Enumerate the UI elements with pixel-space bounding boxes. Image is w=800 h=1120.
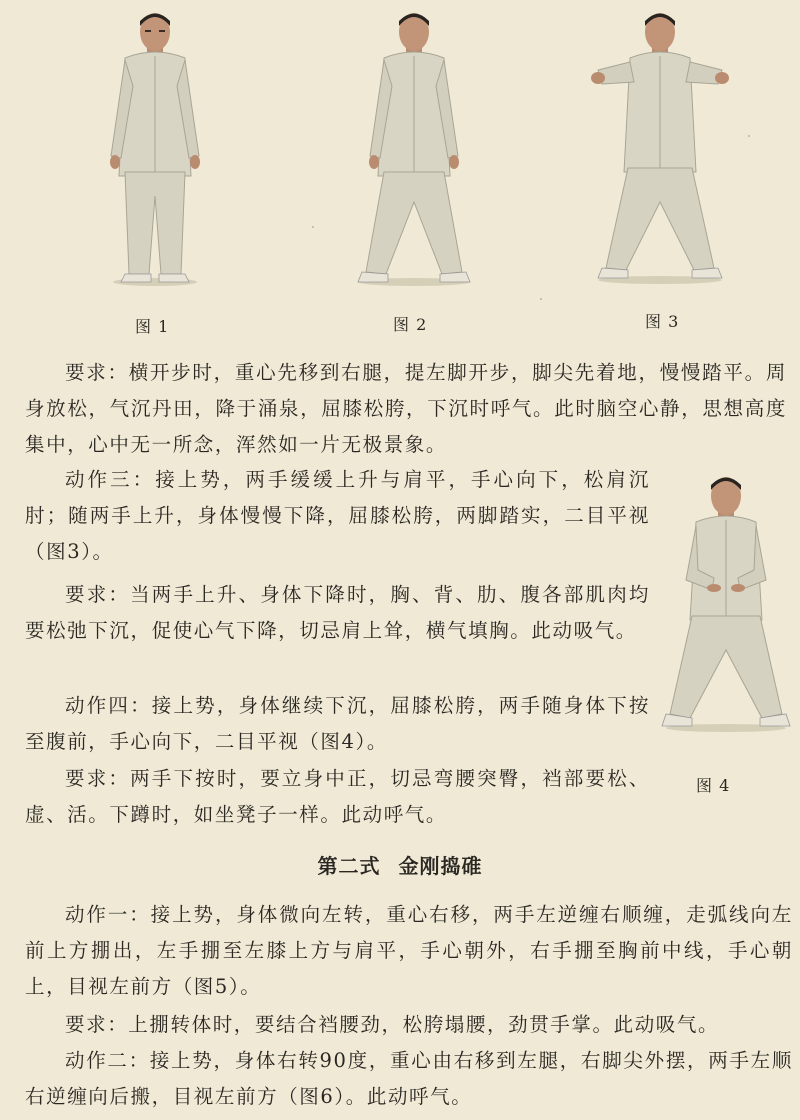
paragraph-requirement-4: 要求：上掤转体时，要结合裆腰劲，松胯塌腰，劲贯手掌。此动吸气。 — [65, 1013, 720, 1036]
figure-3-image — [588, 6, 732, 288]
scan-speck — [540, 298, 542, 300]
paragraph-requirement-3: 要求：两手下按时，要立身中正，切忌弯腰突臀，裆部要松、虚、活。下蹲时，如坐凳子一样。此动呼气。 — [25, 767, 650, 826]
paragraph-action-3: 动作三：接上势，两手缓缓上升与肩平，手心向下，松肩沉肘；随两手上升，身体慢慢下降，屈膝松胯，两脚踏实，二目平视（图3）。 — [25, 468, 650, 563]
scan-speck — [748, 135, 750, 137]
paragraph-action-4: 动作四：接上势，身体继续下沉，屈膝松胯，两手随身体下按至腹前，手心向下，二目平视（图4）。 — [25, 694, 650, 753]
section-title: 金刚捣碓 — [398, 854, 483, 878]
figure-4-image — [660, 470, 792, 736]
figure-3-caption: 图 3 — [645, 312, 680, 331]
paragraph-action-2: 动作二：接上势，身体右转90度，重心由右移到左腿，右脚尖外摆，两手左顺右逆缠向后搬，目视左前方（图6）。此动呼气。 — [25, 1049, 793, 1108]
paragraph-requirement-1: 要求：横开步时，重心先移到右腿，提左脚开步，脚尖先着地，慢慢踏平。周身放松，气沉丹田，降于涌泉，屈膝松胯，下沉时呼气。此时脑空心静，思想高度集中，心中无一所念，浑然如一片无极景象。 — [25, 361, 787, 456]
section-heading — [0, 850, 800, 879]
figure-1-caption: 图 1 — [135, 317, 170, 336]
figure-2-caption: 图 2 — [393, 315, 428, 334]
scan-speck — [312, 226, 314, 228]
figure-2-image — [350, 6, 478, 288]
figure-4-caption: 图 4 — [696, 776, 731, 795]
figure-1-image — [95, 6, 215, 288]
paragraph-requirement-2: 要求：当两手上升、身体下降时，胸、背、肋、腹各部肌肉均要松弛下沉，促使心气下降，切忌肩上耸，横气填胸。此动吸气。 — [25, 583, 650, 642]
paragraph-action-1: 动作一：接上势，身体微向左转，重心右移，两手左逆缠右顺缠，走弧线向左前上方掤出，左手掤至左膝上方与肩平，手心朝外，右手掤至胸前中线，手心朝上，目视左前方（图5）。 — [25, 903, 793, 998]
section-number: 第二式 — [317, 854, 381, 878]
